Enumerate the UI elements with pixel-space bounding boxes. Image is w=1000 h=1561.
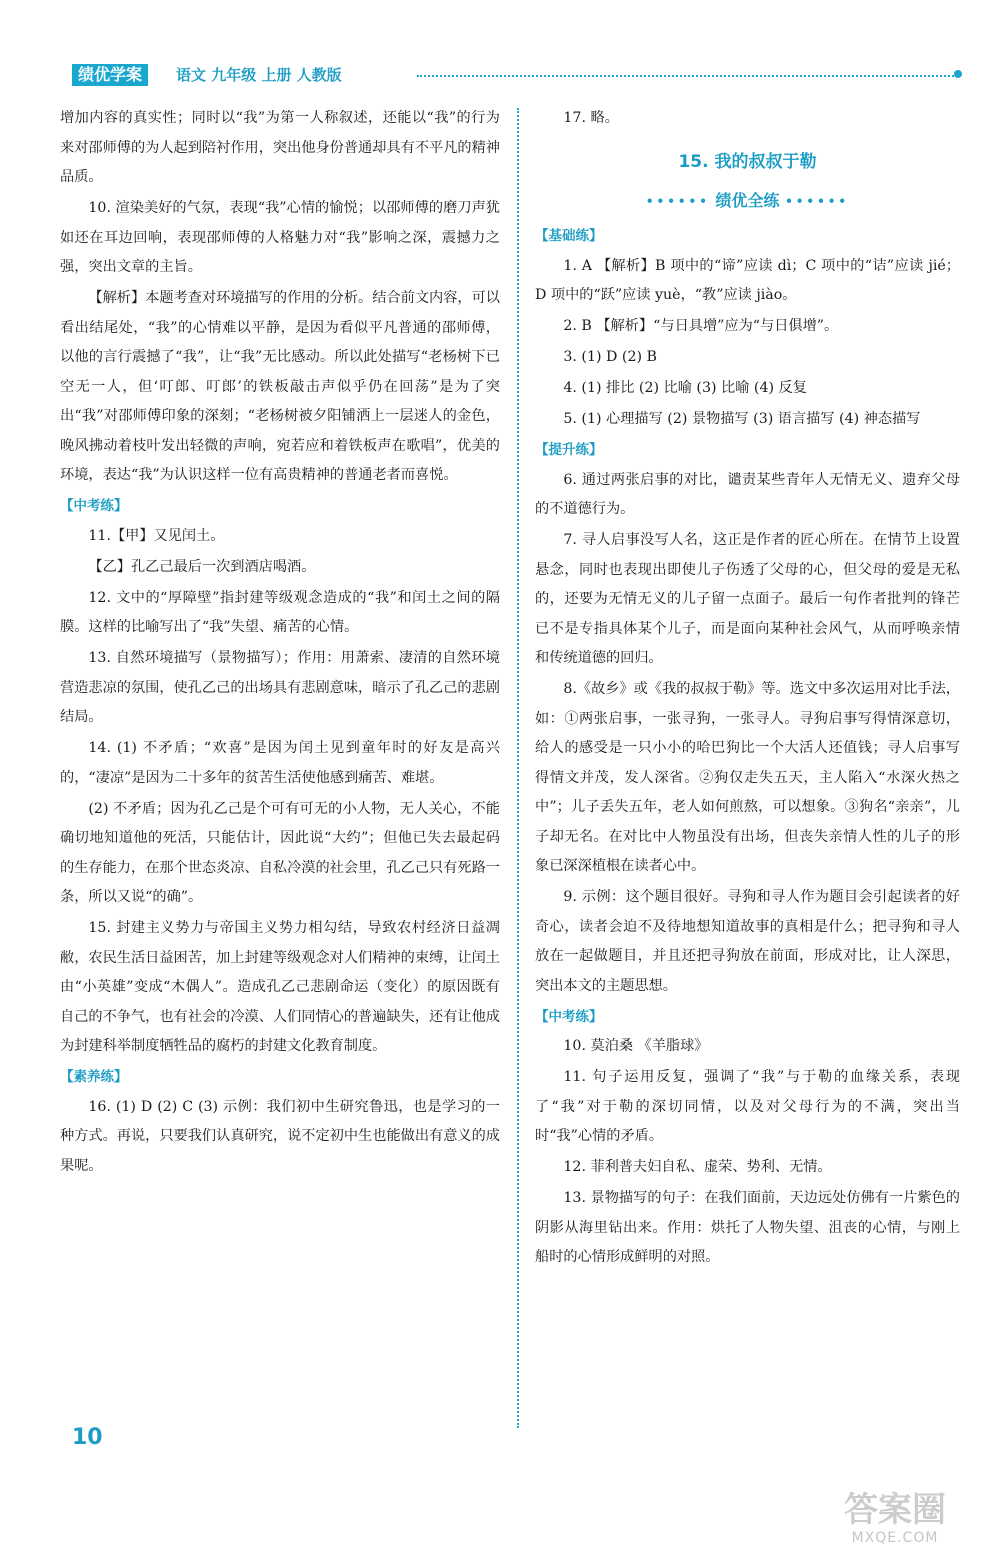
right-column [535, 104, 960, 1274]
section-tag: 【素养练】 [60, 1069, 128, 1085]
left-column [60, 104, 500, 1183]
header-dot-icon [954, 70, 962, 78]
practice-heading [535, 186, 960, 217]
column-divider [517, 108, 519, 1428]
watermark-text: 答案圈 [844, 1490, 946, 1530]
answer-paragraph: 10. 莫泊桑 《羊脂球》 [563, 1038, 709, 1054]
section-tag: 【基础练】 [535, 228, 603, 244]
answer-paragraph: 【乙】孔乙己最后一次到酒店喝酒。 [88, 558, 316, 575]
answer-paragraph: 5. (1) 心理描写 (2) 景物描写 (3) 语言描写 (4) 神态描写 [563, 411, 921, 427]
answer-paragraph: 13. 自然环境描写（景物描写）；作用：用萧索、凄清的自然环境营造悲凉的氛围，使孔乙己的出场具有悲剧意味，暗示了孔乙己的悲剧结局。 [60, 650, 500, 725]
book-info: 语文 九年级 上册 人教版 [176, 66, 342, 84]
answer-paragraph: 增加内容的真实性；同时以“我”为第一人称叙述，还能以“我”的行为来对邵师傅的为人起到陪衬作用，突出他身份普通却具有不平凡的精神品质。 [60, 110, 500, 185]
page-header [72, 64, 962, 88]
lesson-title: 15. 我的叔叔于勒 [678, 151, 817, 172]
answer-paragraph: 12. 菲利普夫妇自私、虚荣、势利、无情。 [563, 1159, 832, 1175]
section-tag: 【中考练】 [60, 498, 128, 514]
dots-left-icon: •••••• [645, 194, 710, 208]
answer-paragraph: (2) 不矛盾；因为孔乙己是个可有可无的小人物，无人关心，不能确切地知道他的死活，只能估计，因此说“大约”；但他已失去最起码的生存能力，在那个世态炎凉、自私冷漠的社会里，孔乙己只有死路一条，所以又说“的确”。 [60, 800, 500, 905]
watermark-url: MXQE.COM [851, 1530, 939, 1546]
answer-paragraph: 17. 略。 [563, 110, 619, 126]
answer-paragraph: 3. (1) D (2) B [563, 349, 657, 365]
section-tag: 【中考练】 [535, 1008, 603, 1025]
answer-paragraph: 12. 文中的“厚障壁”指封建等级观念造成的“我”和闰土之间的隔膜。这样的比喻写出了“我”失望、痛苦的心情。 [60, 589, 500, 635]
answer-paragraph: 16. (1) D (2) C (3) 示例：我们初中生研究鲁迅，也是学习的一种方式。再说，只要我们认真研究，说不定初中生也能做出有意义的成果呢。 [60, 1098, 500, 1174]
section-tag: 【提升练】 [535, 442, 603, 458]
answer-paragraph: 8.《故乡》或《我的叔叔于勒》等。选文中多次运用对比手法，如：①两张启事，一张寻狗，一张寻人。寻狗启事写得情深意切，给人的感受是一只小小的哈巴狗比一个大活人还值钱；寻人启事写得情文并茂，发人深省。②狗仅走失五天，主人陷入“水深火热之中”；儿子丢失五年，老人如何煎熬，可以想象。③狗名“亲亲”，儿子却无名。在对比中人物虽没有出场，但丧失亲情人性的儿子的形象已深深植根在读者心中。 [535, 681, 960, 874]
brand-badge: 绩优学案 [72, 64, 148, 86]
answer-paragraph: 11.【甲】又见闰土。 [88, 527, 225, 544]
answer-paragraph: 1. A 【解析】B 项中的“谛”应读 dì；C 项中的“诘”应读 jié；D 项中的“跃”应读 yuè，“教”应读 jiào。 [535, 257, 960, 303]
answer-paragraph: 14. (1) 不矛盾；“欢喜”是因为闰土见到童年时的好友是高兴的，“凄凉”是因为二十多年的贫苦生活使他感到痛苦、难堪。 [60, 740, 500, 786]
watermark-logo [820, 1490, 970, 1552]
answer-paragraph: 11. 句子运用反复，强调了“我”与于勒的血缘关系，表现了“我”对于勒的深切同情，以及对父母行为的不满，突出当时“我”心情的矛盾。 [535, 1069, 960, 1144]
page-number: 10 [72, 1425, 103, 1450]
answer-paragraph: 15. 封建主义势力与帝国主义势力相勾结，导致农村经济日益凋敝，农民生活日益困苦，加上封建等级观念对人们精神的束缚，让闰土由“小英雄”变成“木偶人”。造成孔乙己悲剧命运（变化）的原因既有自己的不争气，也有社会的冷漠、人们同情心的普遍缺失，还有让他成为封建科举制度牺牲品的腐朽的封建文化教育制度。 [60, 920, 500, 1054]
header-dotted-rule [417, 75, 954, 77]
answer-paragraph: 13. 景物描写的句子：在我们面前，天边远处仿佛有一片紫色的阴影从海里钻出来。作用：烘托了人物失望、沮丧的心情，与刚上船时的心情形成鲜明的对照。 [535, 1190, 960, 1265]
practice-title: 绩优全练 [715, 190, 780, 210]
dots-right-icon: •••••• [785, 194, 850, 208]
answer-paragraph: 10. 渲染美好的气氛，表现“我”心情的愉悦；以邵师傅的磨刀声犹如还在耳边回响，表现邵师傅的人格魅力对“我”影响之深，震撼力之强，突出文章的主旨。 [60, 200, 500, 275]
answer-paragraph: 2. B 【解析】“与日具增”应为“与日俱增”。 [563, 318, 839, 334]
answer-paragraph: 9. 示例：这个题目很好。寻狗和寻人作为题目会引起读者的好奇心，读者会迫不及待地想知道故事的真相是什么；把寻狗和寻人放在一起做题目，并且还把寻狗放在前面，形成对比，让人深思，突出本文的主题思想。 [535, 889, 960, 994]
answer-paragraph: 7. 寻人启事没写人名，这正是作者的匠心所在。在情节上设置悬念，同时也表现出即使儿子伤透了父母的心，但父母的爱是无私的，还要为无情无义的儿子留一点面子。最后一句作者批判的锋芒已不是专指具体某个儿子，而是面向某种社会风气，从而呼唤亲情和传统道德的回归。 [535, 532, 960, 666]
answer-paragraph: 6. 通过两张启事的对比，谴责某些青年人无情无义、遗弃父母的不道德行为。 [535, 471, 960, 517]
answer-paragraph: 4. (1) 排比 (2) 比喻 (3) 比喻 (4) 反复 [563, 380, 807, 396]
answer-paragraph: 【解析】本题考查对环境描写的作用的分析。结合前文内容，可以看出结尾处，“我”的心情难以平静，是因为看似平凡普通的邵师傅，以他的言行震撼了“我”，让“我”无比感动。所以此处描写“老杨树下已空无一人，但‘叮郎、叮郎’的铁板敲击声似乎仍在回荡”是为了突出“我”对邵师傅印象的深刻；“老杨树被夕阳铺洒上一层迷人的金色，晚风拂动着枝叶发出轻微的声响，宛若应和着铁板声在歌唱”，优美的环境，表达“我”为认识这样一位有高贵精神的普通老者而喜悦。 [60, 290, 500, 483]
